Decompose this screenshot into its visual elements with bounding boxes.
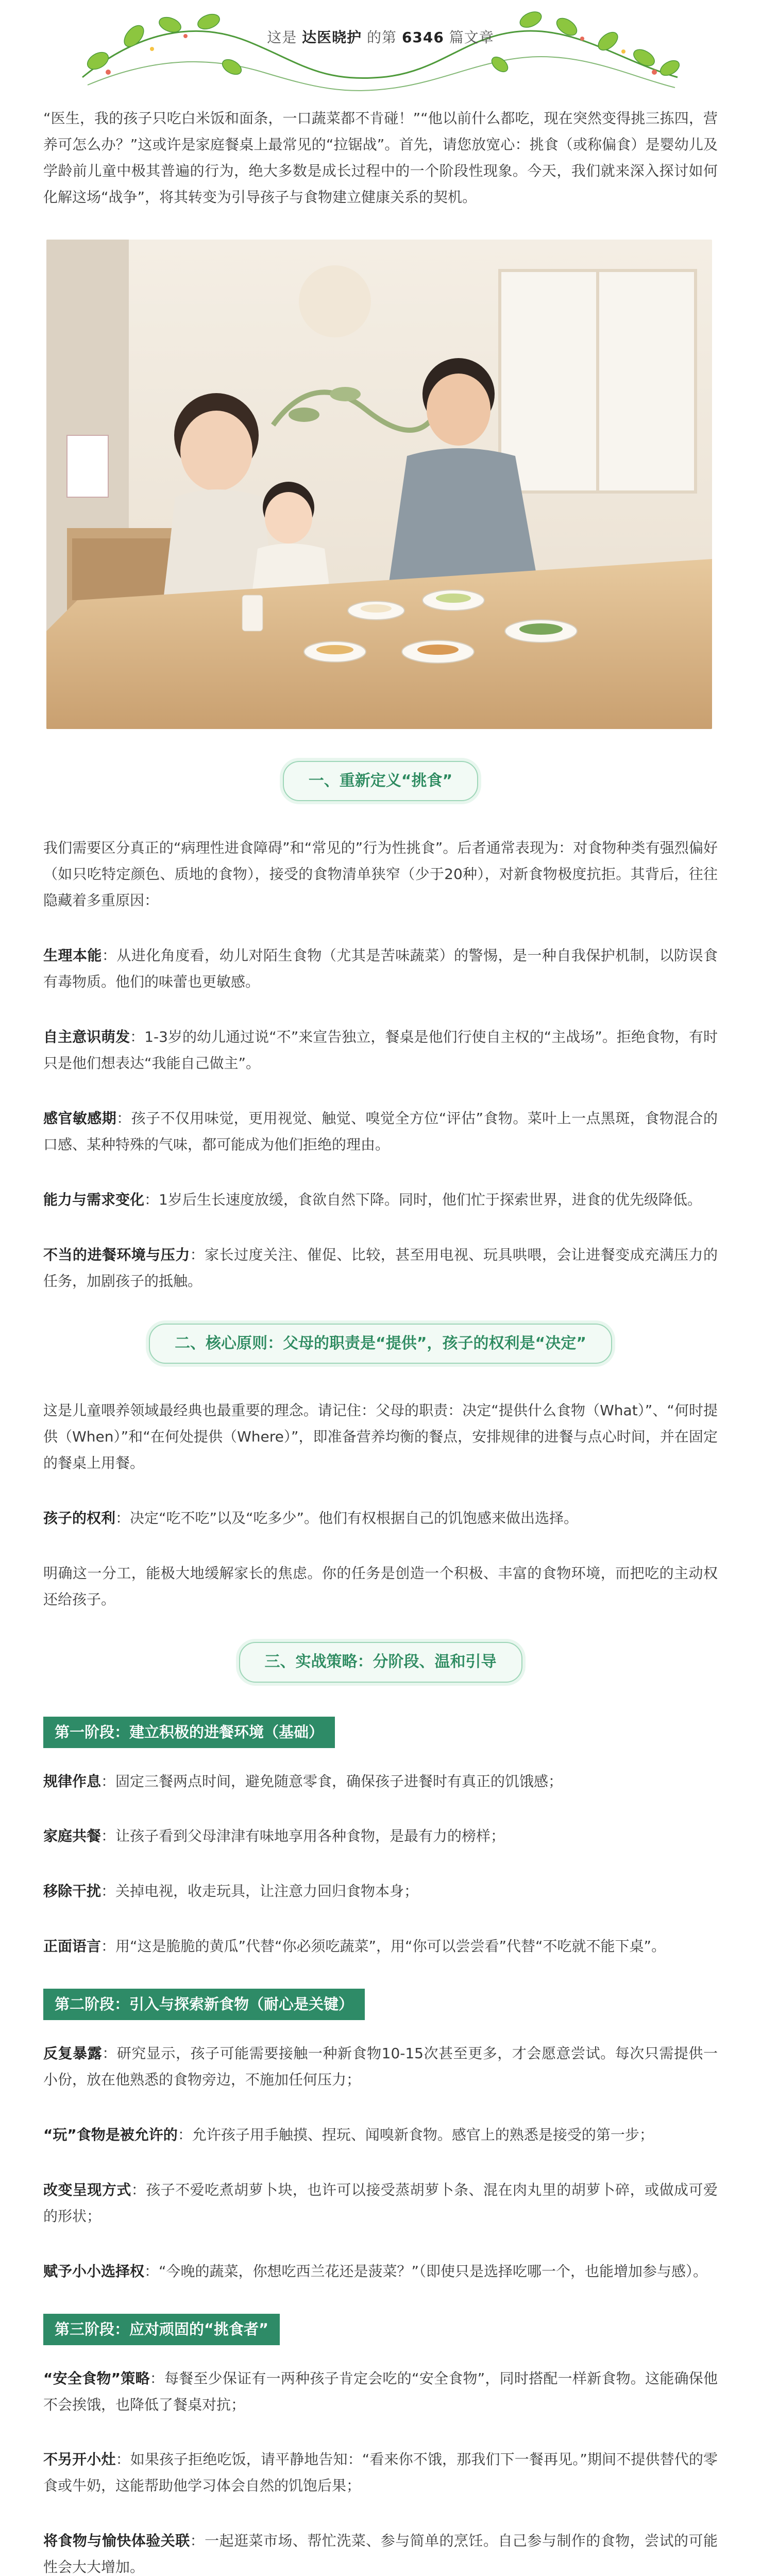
section-title-3: 三、实战策略：分阶段、温和引导 bbox=[239, 1642, 522, 1683]
s1-item-1 bbox=[43, 943, 718, 995]
hero-image-family-meal bbox=[46, 240, 712, 729]
child-right-text: ：决定“吃不吃”以及“吃多少”。他们有权根据自己的饥饱感来做出选择。 bbox=[115, 1510, 579, 1527]
s1-item-3 bbox=[43, 1106, 718, 1158]
s1-item-2 bbox=[43, 1024, 718, 1077]
family-dinner-illustration bbox=[46, 240, 712, 729]
stage3-item-2-text: ：如果孩子拒绝吃饭，请平静地告知：“看来你不饿，那我们下一餐再见。”期间不提供替代的零食或牛奶，这能帮助他学习体会自然的饥饱后果； bbox=[43, 2451, 718, 2495]
section-title-1: 一、重新定义“挑食” bbox=[283, 761, 478, 802]
s1-item-2-lead: 自主意识萌发 bbox=[43, 1028, 130, 1046]
stage1-item-2 bbox=[43, 1823, 718, 1850]
header-banner bbox=[0, 0, 761, 106]
stage2-item-4 bbox=[43, 2259, 718, 2285]
s1-item-3-text: ：孩子不仅用味觉，更用视觉、触觉、嗅觉全方位“评估”食物。菜叶上一点黑斑，食物混合的口感、某种特殊的气味，都可能成为他们拒绝的理由。 bbox=[43, 1110, 718, 1154]
section1-paragraph: 我们需要区分真正的“病理性进食障碍”和“常见的”行为性挑食”。后者通常表现为：对食物种类有强烈偏好（如只吃特定颜色、质地的食物），接受的食物清单狭窄（少于20种），对新食物极度抗拒。其背后，往往隐藏着多重原因： bbox=[43, 839, 718, 909]
stage2-item-3-lead: 改变呈现方式 bbox=[43, 2181, 131, 2198]
section-title-2: 二、核心原则：父母的职责是“提供”，孩子的权利是“决定” bbox=[149, 1324, 612, 1364]
stage1-item-4-lead: 正面语言 bbox=[43, 1938, 102, 1955]
stage3-item-3-lead: 将食物与愉快体验关联 bbox=[43, 2532, 190, 2550]
stage1-item-3-text: ：关掉电视，收走玩具，让注意力回归食物本身； bbox=[101, 1883, 419, 1900]
article-count-line bbox=[0, 25, 761, 51]
stage1-item-4-text: ：用“这是脆脆的黄瓜”代替“你必须吃蔬菜”，用“你可以尝尝看”代替“不吃就不能下桌”。 bbox=[101, 1938, 666, 1955]
stage1-item-1 bbox=[43, 1769, 718, 1795]
stage2-item-4-text: ：“今晚的蔬菜，你想吃西兰花还是菠菜？”（即使只是选择吃哪一个，也能增加参与感）。 bbox=[144, 2262, 708, 2280]
stage2-item-1-lead: 反复暴露 bbox=[43, 2045, 103, 2062]
s1-item-3-lead: 感官敏感期 bbox=[43, 1110, 117, 1127]
header-prefix: 这是 bbox=[267, 29, 302, 46]
stage2-item-2-text: ：允许孩子用手触摸、捏玩、闻嗅新食物。感官上的熟悉是接受的第一步； bbox=[177, 2126, 654, 2143]
stage1-item-3 bbox=[43, 1878, 718, 1905]
s1-item-5 bbox=[43, 1242, 718, 1295]
stage2-item-3-text: ：孩子不爱吃煮胡萝卜块，也许可以接受蒸胡萝卜条、混在肉丸里的胡萝卜碎，或做成可爱的形状； bbox=[43, 2181, 718, 2225]
stage2-item-4-lead: 赋予小小选择权 bbox=[43, 2262, 145, 2280]
stage1-item-1-text: ：固定三餐两点时间，避免随意零食，确保孩子进餐时有真正的饥饿感； bbox=[101, 1772, 563, 1790]
stage3-item-1 bbox=[43, 2366, 718, 2418]
stage3-item-3 bbox=[43, 2528, 718, 2576]
brand-name: 达医晓护 bbox=[302, 29, 362, 46]
s1-item-4-text: ：1岁后生长速度放缓，食欲自然下降。同时，他们忙于探索世界，进食的优先级降低。 bbox=[144, 1191, 702, 1208]
article-number: 6346 bbox=[401, 29, 444, 46]
stage-3-label: 第三阶段：应对顽固的“挑食者” bbox=[43, 2314, 280, 2345]
stage3-item-2 bbox=[43, 2447, 718, 2499]
stage2-item-1 bbox=[43, 2041, 718, 2093]
stage3-item-3-text: ：一起逛菜市场、帮忙洗菜、参与简单的烹饪。自己参与制作的食物，尝试的可能性会大大增加。 bbox=[43, 2532, 718, 2576]
vine-decoration bbox=[77, 0, 684, 103]
stage-1-label: 第一阶段：建立积极的进餐环境（基础） bbox=[43, 1717, 335, 1748]
section2-child-right bbox=[43, 1505, 718, 1532]
stage2-item-3 bbox=[43, 2177, 718, 2230]
stage2-item-2-lead: “玩”食物是被允许的 bbox=[43, 2126, 178, 2143]
stage3-item-1-lead: “安全食物”策略 bbox=[43, 2369, 150, 2387]
header-mid: 的第 bbox=[362, 29, 402, 46]
s1-item-2-text: ：1-3岁的幼儿通过说“不”来宣告独立，餐桌是他们行使自主权的“主战场”。拒绝食物，有时只是他们想表达“我能自己做主”。 bbox=[43, 1028, 718, 1072]
stage-2-label: 第二阶段：引入与探索新食物（耐心是关键） bbox=[43, 1989, 365, 2020]
stage3-item-2-lead: 不另开小灶 bbox=[43, 2451, 116, 2468]
s1-item-4 bbox=[43, 1187, 718, 1213]
stage1-item-4 bbox=[43, 1934, 718, 1960]
section2-paragraph-3: 明确这一分工，能极大地缓解家长的焦虑。你的任务是创造一个积极、丰富的食物环境，而把吃的主动权还给孩子。 bbox=[43, 1565, 718, 1608]
header-suffix: 篇文章 bbox=[444, 29, 494, 46]
stage2-item-1-text: ：研究显示，孩子可能需要接触一种新食物10-15次甚至更多，才会愿意尝试。每次只需提供一小份，放在他熟悉的食物旁边，不施加任何压力； bbox=[43, 2045, 718, 2089]
stage1-item-3-lead: 移除干扰 bbox=[43, 1883, 102, 1900]
stage1-item-1-lead: 规律作息 bbox=[43, 1772, 102, 1790]
s1-item-1-text: ：从进化角度看，幼儿对陌生食物（尤其是苦味蔬菜）的警惕，是一种自我保护机制，以防误食有毒物质。他们的味蕾也更敏感。 bbox=[43, 947, 718, 991]
child-right-lead: 孩子的权利 bbox=[43, 1510, 116, 1527]
s1-item-1-lead: 生理本能 bbox=[43, 947, 102, 964]
stage2-item-2 bbox=[43, 2122, 718, 2148]
stage1-item-2-lead: 家庭共餐 bbox=[43, 1827, 102, 1845]
s1-item-5-lead: 不当的进餐环境与压力 bbox=[43, 1246, 190, 1263]
stage1-item-2-text: ：让孩子看到父母津津有味地享用各种食物，是最有力的榜样； bbox=[101, 1827, 505, 1845]
intro-paragraph: “医生，我的孩子只吃白米饭和面条，一口蔬菜都不肯碰！”“他以前什么都吃，现在突然变得挑三拣四，营养可怎么办？”这或许是家庭餐桌上最常见的“拉锯战”。首先，请您放宽心：挑食（或称偏食）是婴幼儿及学龄前儿童中极其普遍的行为，绝大多数是成长过程中的一个阶段性现象。今天，我们就来深入探讨如何化解这场“战争”，将其转变为引导孩子与食物建立健康关系的契机。 bbox=[43, 110, 718, 206]
article-body bbox=[0, 106, 761, 2576]
s1-item-4-lead: 能力与需求变化 bbox=[43, 1191, 145, 1208]
stage3-item-1-text: ：每餐至少保证有一两种孩子肯定会吃的“安全食物”，同时搭配一样新食物。这能确保他不会挨饿，也降低了餐桌对抗； bbox=[43, 2369, 718, 2413]
section2-paragraph-1: 这是儿童喂养领域最经典也最重要的理念。请记住：父母的职责：决定“提供什么食物（What）”、“何时提供（When）”和“在何处提供（Where）”，即准备营养均衡的餐点，安排规律的进餐与点心时间，并在固定的餐桌上用餐。 bbox=[43, 1402, 718, 1472]
s1-item-5-text: ：家长过度关注、催促、比较，甚至用电视、玩具哄喂，会让进餐变成充满压力的任务，加剧孩子的抵触。 bbox=[43, 1246, 718, 1290]
